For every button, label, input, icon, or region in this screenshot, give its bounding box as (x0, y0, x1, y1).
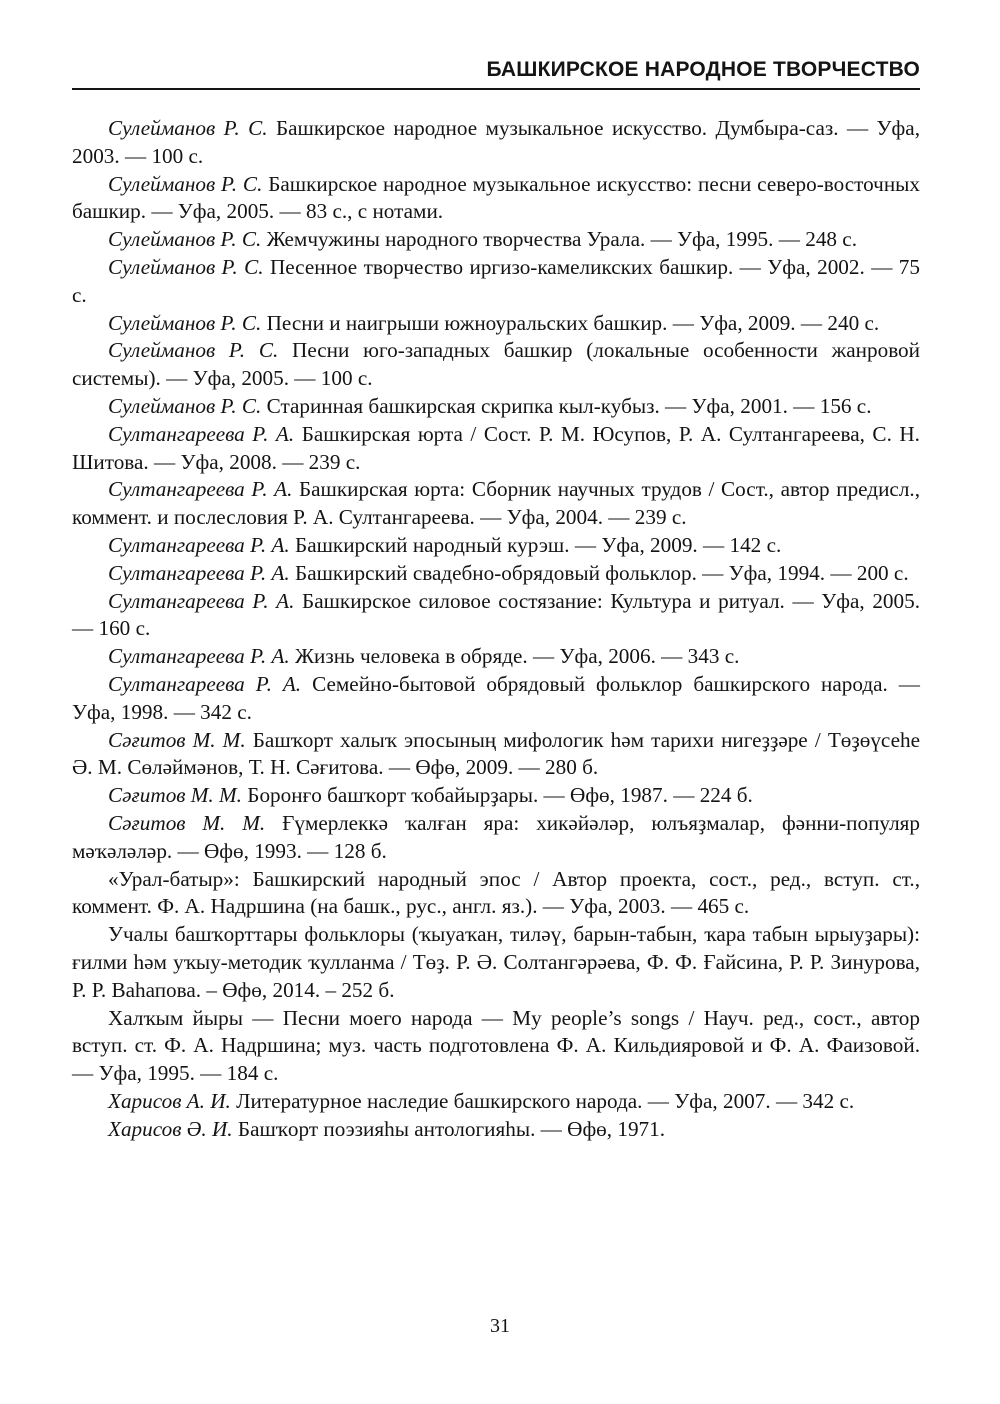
bibliography-entry (72, 1116, 920, 1144)
entry-text: Жемчужины народного творчества Урала. — Уфа, 1995. — 248 с. (261, 227, 858, 252)
entry-author: Сулейманов Р. С. (108, 116, 268, 140)
bibliography-entry (72, 115, 920, 171)
entry-text: Башкирское народное музыкальное искусство. Думбыра-саз. — Уфа, 2003. — 100 с. (72, 116, 920, 168)
bibliography-entry (72, 727, 920, 783)
entry-author: Султангареева Р. А. (108, 644, 290, 669)
bibliography-entry (72, 171, 920, 227)
entry-author: Сәғитов М. М. (108, 810, 266, 835)
page-number: 31 (490, 1315, 510, 1337)
bibliography-entry (72, 337, 920, 393)
bibliography-entry (72, 643, 920, 671)
entry-text: Башкирский народный курэш. — Уфа, 2009. — 142 с. (289, 532, 782, 557)
entry-text: Башкирская юрта: Сборник научных трудов / Сост., автор предисл., коммент. и послесловия Р. А. Султангареева. — Уфа, 2004. — 239 с. (72, 477, 920, 530)
bibliography-entry (72, 921, 920, 1004)
entry-author: Сәғитов М. М. (108, 783, 242, 808)
bibliography-list (72, 115, 920, 1143)
bibliography-entry (72, 810, 920, 866)
entry-author: Харисов А. И. (108, 1088, 231, 1113)
entry-author: Султангареева Р. А. (108, 588, 295, 613)
bibliography-entry (72, 393, 920, 421)
bibliography-entry (72, 782, 920, 810)
bibliography-entry (72, 866, 920, 922)
entry-author: Сулейманов Р. С. (108, 171, 263, 196)
bibliography-entry (72, 476, 920, 532)
entry-text: Башкирский свадебно-обрядовый фольклор. — Уфа, 1994. — 200 с. (289, 560, 909, 585)
entry-author: Султангареева Р. А. (108, 421, 295, 446)
entry-author: Харисов Ә. И. (108, 1116, 233, 1141)
entry-text: Учалы башҡорттары фольклоры (ҡыуаҡан, тиләү, барын-табын, ҡара табын ырыуҙары): ғилми һәм уҡыу-методик ҡулланма / Төҙ. Р. Ә. Солтангәрәева, Ф. Ф. Ғайсина, Р. Р. Зинурова, Р. Р. Ваһапова. – Өфө, 2014. – 252 б. (72, 922, 920, 1002)
bibliography-entry (72, 532, 920, 560)
entry-text: Башкирское силовое состязание: Культура и ритуал. — Уфа, 2005. — 160 с. (72, 588, 920, 641)
bibliography-entry (72, 310, 920, 338)
entry-text: Песни юго-западных башкир (локальные особенности жанровой системы). — Уфа, 2005. — 100 с. (72, 338, 920, 391)
bibliography-entry (72, 588, 920, 644)
entry-author: Сулейманов Р. С. (108, 310, 262, 335)
running-header: БАШКИРСКОЕ НАРОДНОЕ ТВОРЧЕСТВО (72, 58, 920, 90)
entry-author: Сулейманов Р. С. (108, 227, 262, 252)
entry-text: Башкирское народное музыкальное искусство: песни северо-восточных башкир. — Уфа, 2005. — 83 с., с нотами. (72, 171, 920, 224)
bibliography-entry (72, 671, 920, 727)
entry-text: Боронғо башҡорт ҡобайырҙары. — Өфө, 1987. — 224 б. (241, 783, 753, 808)
entry-author: Сәғитов М. М. (108, 727, 246, 752)
entry-author: Султангареева Р. А. (108, 671, 302, 696)
entry-text: Башҡорт халыҡ эпосының мифологик һәм тарихи нигеҙҙәре / Төҙөүсеһе Ә. М. Сөләймәнов, Т. Н. Сәғитова. — Өфө, 2009. — 280 б. (72, 727, 920, 780)
entry-text: Башҡорт поэзияһы антологияһы. — Өфө, 1971. (232, 1116, 666, 1141)
entry-text: Песенное творчество иргизо-камеликских башкир. — Уфа, 2002. — 75 с. (72, 254, 920, 307)
entry-text: Семейно-бытовой обрядовый фольклор башкирского народа. — Уфа, 1998. — 342 с. (72, 671, 920, 724)
entry-text: Литературное наследие башкирского народа. — Уфа, 2007. — 342 с. (230, 1088, 855, 1113)
entry-text: Халҡым йыры — Песни моего народа — My people’s songs / Науч. ред., сост., автор вступ. ст. Ф. А. Надршина; муз. часть подготовлена Ф. А. Кильдияровой и Ф. А. Фаизовой. — Уфа, 1995. — 184 с. (72, 1005, 920, 1086)
bibliography-entry (72, 560, 920, 588)
entry-text: Жизнь человека в обряде. — Уфа, 2006. — 343 с. (289, 644, 740, 669)
entry-author: Султангареева Р. А. (108, 477, 293, 502)
entry-text: «Урал-батыр»: Башкирский народный эпос / Автор проекта, сост., ред., вступ. ст., коммент. Ф. А. Надршина (на башк., рус., англ. яз.). — Уфа, 2003. — 465 с. (72, 866, 920, 919)
bibliography-entry (72, 421, 920, 477)
bibliography-entry (72, 1088, 920, 1116)
entry-text: Старинная башкирская скрипка кыл-кубыз. — Уфа, 2001. — 156 с. (261, 393, 872, 418)
entry-text: Ғүмерлеккә ҡалған яра: хикәйәләр, юлъяҙмалар, фәнни-популяр мәҡәләләр. — Өфө, 1993. — 128 б. (72, 810, 920, 863)
entry-author: Султангареева Р. А. (108, 532, 290, 557)
bibliography-entry (72, 1005, 920, 1088)
bibliography-entry (72, 254, 920, 310)
bibliography-entry (72, 226, 920, 254)
entry-text: Башкирская юрта / Сост. Р. М. Юсупов, Р. А. Султангареева, С. Н. Шитова. — Уфа, 2008. — 239 с. (72, 421, 920, 474)
entry-author: Сулейманов Р. С. (108, 338, 279, 363)
entry-author: Сулейманов Р. С. (108, 393, 262, 418)
entry-author: Сулейманов Р. С. (108, 254, 264, 279)
entry-author: Султангареева Р. А. (108, 560, 290, 585)
entry-text: Песни и наигрыши южноуральских башкир. — Уфа, 2009. — 240 с. (261, 310, 880, 335)
